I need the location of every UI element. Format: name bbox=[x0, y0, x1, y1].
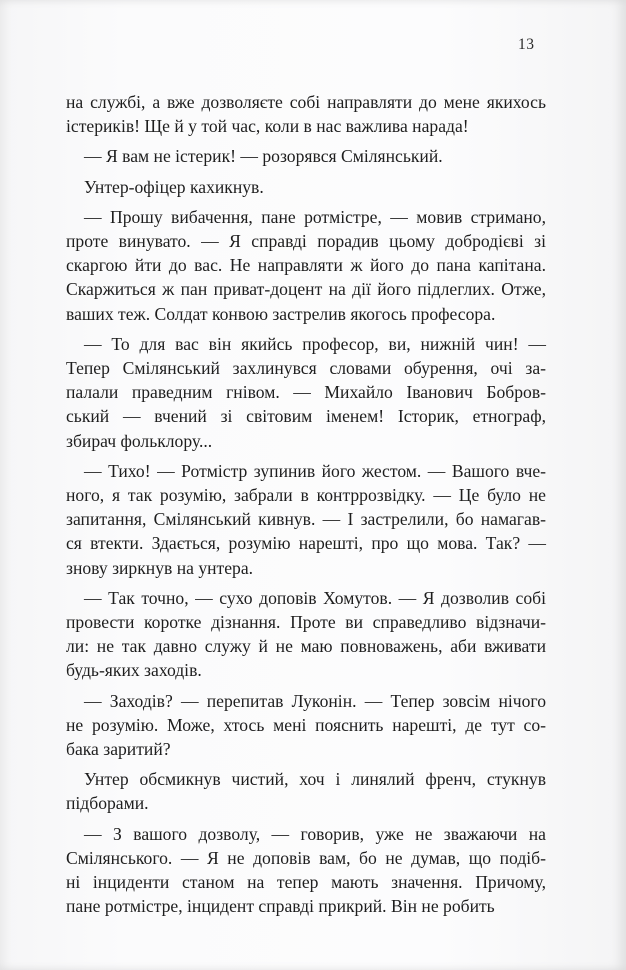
text-line: не розумію. Може, хтось мені пояснить нарешті, де тут со- bbox=[66, 714, 546, 735]
text-line: Унтер обсмикнув чистий, хоч і линялий френч, стукнув bbox=[84, 769, 546, 790]
text-line: ні інциденти станом на тепер мають значення. Причому, bbox=[66, 872, 546, 893]
paragraph bbox=[66, 459, 546, 580]
text-line: підборами. bbox=[66, 793, 149, 814]
text-line: запитання, Смілянський кивнув. — І застрелили, бо намагав- bbox=[66, 509, 546, 530]
text-line: скаргою йти до вас. Не направляти ж його до пана капітана. bbox=[66, 255, 546, 276]
text-line: — Тихо! — Ротмістр зупинив його жестом. — Вашого вче- bbox=[84, 460, 546, 481]
paragraph bbox=[66, 144, 546, 168]
paragraph bbox=[66, 205, 546, 326]
paragraph bbox=[66, 586, 546, 683]
text-line: — Прошу вибачення, пане ротмістре, — мовив стримано, bbox=[84, 206, 546, 227]
text-line: — То для вас він якийсь професор, ви, нижній чин! — bbox=[84, 333, 546, 354]
text-line: збирач фольклору... bbox=[66, 430, 213, 451]
text-line: істериків! Ще й у той час, коли в нас важлива нарада! bbox=[66, 116, 469, 137]
text-line: ли: не так давно служу й не маю повноважень, аби вживати bbox=[66, 636, 546, 657]
text-line: ваших теж. Солдат конвою застрелив якогось професора. bbox=[66, 303, 496, 324]
text-line: на службі, а вже дозволяєте собі направляти до мене якихось bbox=[66, 92, 546, 112]
text-line: Тепер Смілянський захлинувся словами обурення, очі за- bbox=[66, 358, 546, 379]
text-line: — Я вам не істерик! — розорявся Смілянський. bbox=[84, 146, 443, 167]
text-line: Смілянського. — Я не доповів вам, бо не думав, що подіб- bbox=[66, 847, 546, 868]
text-line: палали праведним гнівом. — Михайло Іванович Бобров- bbox=[66, 382, 546, 403]
text-line: Унтер-офіцер кахикнув. bbox=[84, 176, 264, 197]
text-line: провести коротке дізнання. Проте ви справедливо відзначи- bbox=[66, 612, 546, 633]
text-line: пане ротмістре, інцидент справді прикрий. Він не робить bbox=[66, 896, 495, 917]
text-line: ся втекти. Здається, розумію нарешті, про що мова. Так? — bbox=[66, 533, 546, 554]
paragraph bbox=[66, 332, 546, 453]
text-line: ного, я так розумію, забрали в контррозвідку. — Це було не bbox=[66, 485, 546, 506]
text-line: будь-яких заходів. bbox=[66, 660, 202, 681]
text-line: ський — вчений зі світовим іменем! Історик, етнограф, bbox=[66, 406, 546, 427]
text-line: Скаржиться ж пан приват-доцент на дії його підлеглих. Отже, bbox=[66, 279, 546, 300]
page-number: 13 bbox=[518, 36, 535, 53]
text-line: — З вашого дозволу, — говорив, уже не зважаючи на bbox=[84, 823, 546, 844]
paragraph bbox=[66, 767, 546, 815]
paragraph bbox=[66, 90, 546, 138]
text-line: — Так точно, — сухо доповів Хомутов. — Я дозволив собі bbox=[84, 587, 546, 608]
text-line: — Заходів? — перепитав Луконін. — Тепер зовсім нічого bbox=[84, 690, 546, 711]
text-line: знову зиркнув на унтера. bbox=[66, 557, 254, 578]
paragraph bbox=[66, 175, 546, 199]
text-line: бака заритий? bbox=[66, 739, 171, 760]
text-line: проте винувато. — Я справді порадив цьому добродієві зі bbox=[66, 231, 546, 252]
paragraph bbox=[66, 822, 546, 919]
paragraph bbox=[66, 689, 546, 762]
page-body-text bbox=[66, 90, 546, 925]
